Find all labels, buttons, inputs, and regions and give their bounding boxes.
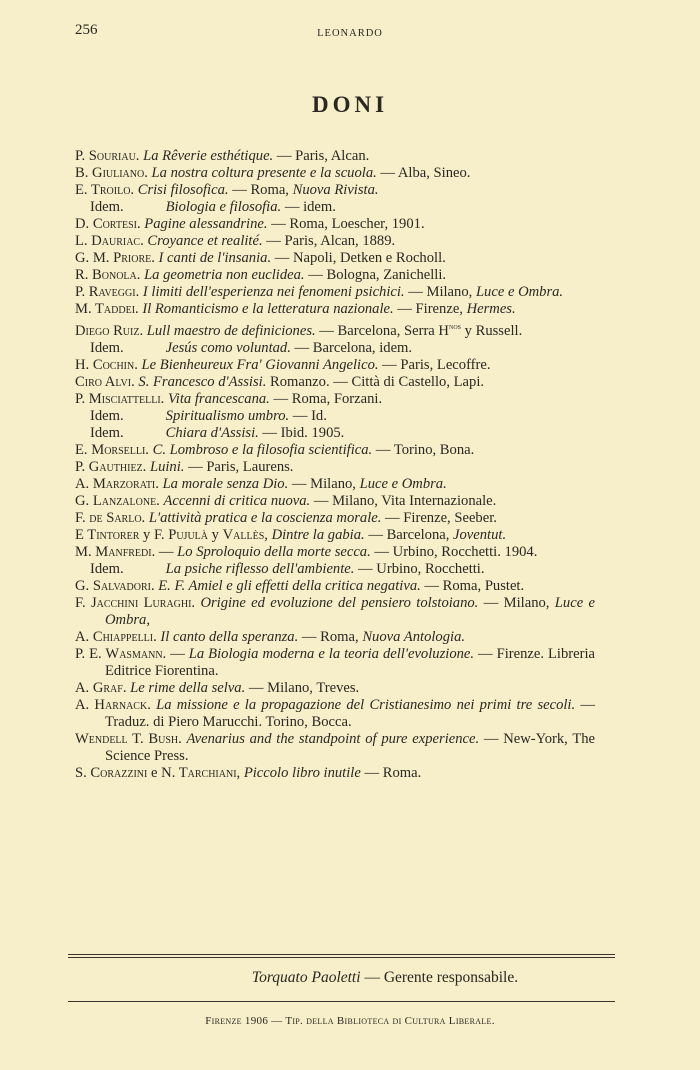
donation-entry [75,391,595,408]
donation-entry [75,182,595,199]
entry-text: — Urbino, Rocchetti. [354,560,485,577]
entry-author: M. Manfredi. [75,543,159,560]
entry-title: Vita francescana. [167,390,270,407]
donation-entry [75,510,595,527]
entry-text: — Napoli, Detken e Rocholl. [271,250,446,266]
entry-title: Dintre la gabia. [271,526,365,543]
entry-title: Biologia e filosofia. [165,199,282,215]
entry-author: H. Cochin. [75,356,142,373]
entry-text: — Paris, Lecoffre. [378,356,491,373]
entry-text: — Barcelona, Serra H [315,322,449,339]
donation-entry [75,544,595,561]
entry-text: — [158,543,178,560]
entry-author: G. M. Priore. [75,250,159,266]
entry-text: — Firenze, [393,301,467,317]
entry-text: — Roma, [228,182,293,198]
entry-author: Wendell T. Bush. [75,730,187,747]
entry-text: Idem. [90,339,124,356]
entry-text: — idem. [281,199,336,215]
entry-author: A. Harnack. [75,696,157,713]
entry-title: Hermes. [466,301,516,317]
entry-title: Le Bienheureux Fra' Giovanni Angelico. [141,356,379,373]
entry-title: La morale senza Dio. [162,475,289,492]
entry-author: Ciro Alvi. [75,373,139,390]
entry-author: M. Taddei. [75,301,143,317]
entry-text: — Ibid. 1905. [258,424,345,441]
entry-title: Luce e Ombra, [105,594,595,628]
entry-title: La missione e la propagazione del Cristianesimo nei primi tre secoli. [156,696,576,713]
entry-author: D. Cortesi. [75,216,145,232]
donation-entry [75,476,595,493]
entry-text: — Urbino, Rocchetti. 1904. [370,543,538,560]
entry-title: Crisi filosofica. [137,182,229,198]
entry-title: Croyance et realité. [147,233,263,249]
entry-text: — Roma, [298,628,363,645]
entry-author: Vallès, [222,526,272,543]
entry-author: Diego Ruiz. [75,322,147,339]
entry-title: E. F. Amiel e gli effetti della critica negativa. [158,577,421,594]
entry-text: — Roma, Loescher, 1901. [267,216,425,232]
entry-title: La Biologia moderna e la teoria dell'evoluzione. [188,645,475,662]
donation-entry [75,731,595,765]
donation-entry [75,527,595,544]
entry-author: B. Giuliano. [75,165,152,181]
entry-text: — Milano, [288,475,360,492]
entry-author: P. Misciattelli. [75,390,168,407]
entry-author: E. Morselli. [75,441,153,458]
entry-author: F. Jacchini Luraghi. [75,594,201,611]
entry-text: y [143,526,154,543]
entry-author: F. de Sarlo. [75,509,149,526]
footer-rule-bottom [68,1001,615,1002]
footer-rule-top-2 [68,957,615,958]
entry-author: S. Corazzini [75,764,152,781]
entry-text: — Paris, Laurens. [184,458,294,475]
donation-entry [75,493,595,510]
entry-text: — Id. [289,407,327,424]
entry-text: — Firenze. Libreria Editrice Fiorentina. [105,645,596,679]
gerente-role: — Gerente responsabile. [360,969,519,986]
entry-title: Origine ed evoluzione del pensiero tolstoiano. [200,594,479,611]
entry-title: Joventut. [453,526,507,543]
entry-text: — Barcelona, [364,526,454,543]
entry-text: — Milano, [478,594,555,611]
donation-entry [75,267,595,284]
entry-author: L. Dauriac. [75,233,148,249]
donation-entry [75,595,595,629]
entry-author: E. Troilo. [75,182,138,198]
entry-title: C. Lombroso e la filosofia scientifica. [152,441,373,458]
entry-author: P. Souriau. [75,148,144,164]
entry-title: Luce e Ombra. [475,284,564,300]
donation-entry [75,442,595,459]
entry-text: Romanzo. — Città di Castello, Lapi. [266,373,485,390]
running-title: LEONARDO [317,28,383,39]
entry-title: I canti de l'insania. [158,250,272,266]
entry-title: Le rime della selva. [130,679,246,696]
donation-entry [75,425,595,442]
entry-text: — Bologna, Zanichelli. [304,267,447,283]
donation-entry [75,578,595,595]
footer-rule-top [68,954,615,955]
gerente-name: Torquato Paoletti [251,969,361,986]
donation-entry [75,561,595,578]
entry-author: A. Chiappelli. [75,628,161,645]
entry-text: — Milano, Treves. [245,679,360,696]
entry-text: — Roma, Pustet. [420,577,525,594]
entry-title: La geometria non euclidea. [144,267,305,283]
entry-title: S. Francesco d'Assisi. [138,373,267,390]
entry-title: Spiritualismo umbro. [165,407,290,424]
entry-title: Lo Sproloquio della morte secca. [177,543,371,560]
donation-entry [75,357,595,374]
entry-text: — Firenze, Seeber. [381,509,497,526]
section-title: DONI [311,92,389,117]
donation-entry [75,646,595,680]
entry-text: Idem. [90,424,124,441]
entry-author: P. Raveggi. [75,284,143,300]
donation-entry [75,199,595,216]
donation-entry [75,216,595,233]
imprint: Firenze 1906 — Tip. della Biblioteca di Cultura Liberale. [205,1015,495,1027]
entry-title: La psiche riflesso dell'ambiente. [165,560,355,577]
entry-title: Lull maestro de definiciones. [146,322,316,339]
donation-entry [75,459,595,476]
entry-title: Jesús como voluntad. [165,339,291,356]
entry-author: F. Pujulà [153,526,212,543]
entry-title: Il Romanticismo e la letteratura nazionale. [142,301,394,317]
entry-title: Luce e Ombra. [359,475,447,492]
entry-title: La Rêverie esthétique. [143,148,274,164]
entry-text: — Torino, Bona. [372,441,475,458]
donation-entry [75,301,595,318]
entry-text: y Russell. [461,322,523,339]
entry-text: nos [448,321,461,331]
donations-list [75,148,595,782]
donation-entry [75,374,595,391]
entry-title: I limiti dell'esperienza nei fenomeni psichici. [142,284,405,300]
entry-text: Idem. [90,407,124,424]
donation-entry [75,233,595,250]
entry-author: P. Gauthiez. [75,458,150,475]
entry-title: La nostra coltura presente e la scuola. [151,165,377,181]
entry-text: — [170,645,189,662]
entry-text: — Barcelona, idem. [290,339,413,356]
gerente-line [68,969,700,987]
entry-title: Nuova Rivista. [292,182,379,198]
entry-title: Il canto della speranza. [160,628,299,645]
entry-text: — Milano, [404,284,476,300]
donation-entry [75,250,595,267]
entry-text: — Alba, Sineo. [376,165,471,181]
entry-text: — Roma, Forzani. [269,390,383,407]
entry-author: P. E. Wasmann. [75,645,171,662]
entry-text: — Milano, Vita Internazionale. [310,492,497,509]
entry-title: Nuova Antologia. [362,628,466,645]
entry-author: N. Tarchiani, [161,764,244,781]
donation-entry [75,284,595,301]
entry-text: — Roma. [360,764,422,781]
entry-text: — Paris, Alcan. [273,148,370,164]
entry-author: R. Bonola. [75,267,145,283]
donation-entry [75,318,595,340]
donation-entry [75,629,595,646]
entry-author: A. Marzorati. [75,475,163,492]
donation-entry [75,165,595,182]
entry-title: Luini. [149,458,185,475]
donation-entry [75,697,595,731]
donation-entry [75,680,595,697]
page-number: 256 [75,22,98,38]
entry-text: Idem. [90,199,124,215]
donation-entry [75,340,595,357]
entry-author: E Tintorer [75,526,144,543]
entry-title: Pagine alessandrine. [144,216,268,232]
entry-text: y [211,526,223,543]
donation-entry [75,408,595,425]
entry-text: — Traduz. di Piero Marucchi. Torino, Bocca. [105,696,595,730]
entry-text: — New-York, The Science Press. [105,730,596,764]
entry-text: Idem. [90,560,124,577]
entry-title: L'attività pratica e la coscienza morale. [148,509,382,526]
entry-author: A. Graf. [75,679,131,696]
entry-author: G. Salvadori. [75,577,159,594]
entry-text: — Paris, Alcan, 1889. [262,233,396,249]
entry-title: Chiara d'Assisi. [165,424,259,441]
entry-title: Accenni di critica nuova. [163,492,311,509]
entry-title: Avenarius and the standpoint of pure experience. [186,730,480,747]
donation-entry [75,148,595,165]
entry-text: e [151,764,162,781]
entry-author: G. Lanzalone. [75,492,164,509]
entry-title: Piccolo libro inutile [243,764,361,781]
donation-entry [75,765,595,782]
